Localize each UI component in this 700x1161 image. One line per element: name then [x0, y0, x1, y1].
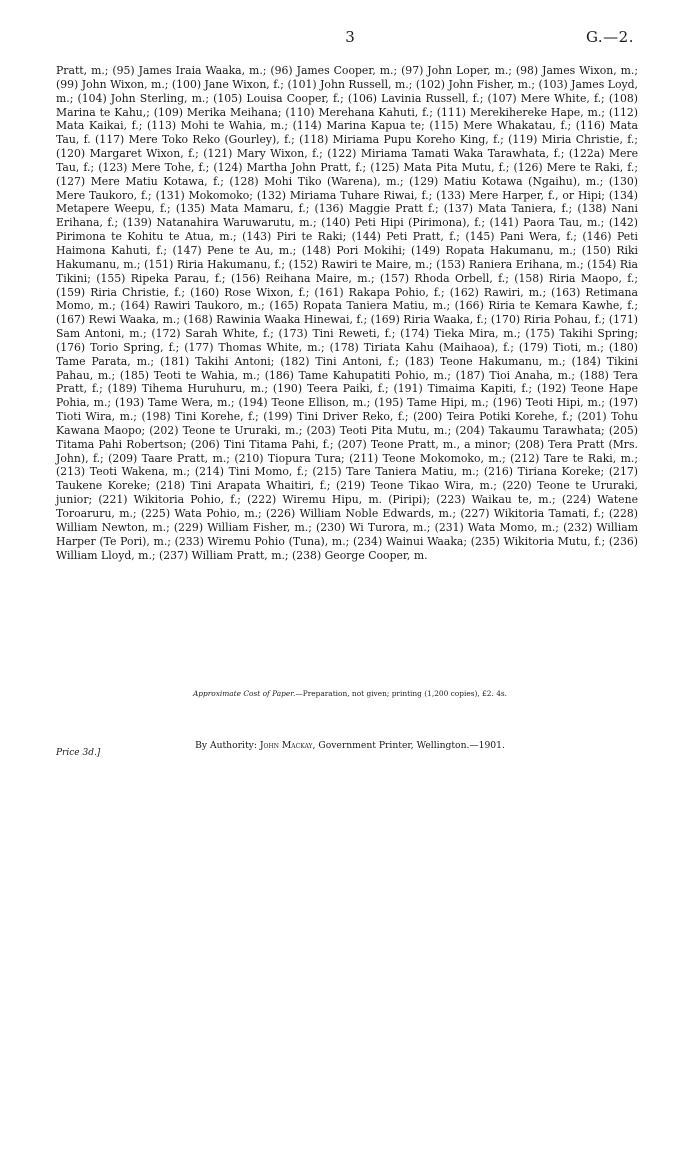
authority-prefix: By Authority: [195, 740, 257, 751]
authority-line [0, 740, 700, 751]
cost-note-detail: —Preparation, not given; printing (1,200 copies), £2. 4s. [295, 689, 508, 698]
name-list-paragraph [56, 64, 638, 562]
price-label: Price 3d.] [56, 748, 101, 758]
cost-note-lead: Approximate Cost of Paper. [192, 689, 296, 698]
authority-suffix: , Government Printer, Wellington.—1901. [312, 740, 505, 751]
page-number: 3 [345, 28, 355, 46]
name-list-text: Pratt, m.; (95) James Iraia Waaka, m.; (96) James Cooper, m.; (97) John Loper, m.; (98) James Wixon, m.; (99) John Wixon, m.; (100) Jane Wixon, f.; (101) John Russell, m.; (102) John Fisher, m.; (103) James Loyd, m.; (104) John Sterling, m.; (105) Louisa Cooper, f.; (106) Lavinia Russell, f.; (107) Mere White, f.; (108) Marina te Kahu,; (109) Merika Meihana; (110) Merehana Kahuti, f.; (111) Merekihereke Hape, m.; (112) Mata Kaikai, f.; (113) Mohi te Wahia, m.; (114) Marina Kapua te; (115) Mere Whakatau, f.; (116) Mata Tau, f. (117) Mere Toko Reko (Gourley), f.; (118) Miriama Pupu Koreho King, f.; (119) Miria Christie, f.; (120) Margaret Wixon, f.; (121) Mary Wixon, f.; (122) Miriama Tamati Waka Tarawhata, f.; (122a) Mere Tau, f.; (123) Mere Tohe, f.; (124) Martha John Pratt, f.; (125) Mata Pita Mutu, f.; (126) Mere te Raki, f.; (127) Mere Matiu Kotawa, f.; (128) Mohi Tiko (Warena), m.; (129) Matiu Kotawa (Ngaihu), m.; (130) Mere Taukoro, f.; (131) Mokomoko; (132) Miriama Tuhare Riwai, f.; (133) Mere Harper, f., or Hipi; (134) Metapere Weepu, f.; (135) Mata Mamaru, f.; (136) Maggie Pratt f.; (137) Mata Taniera, f.; (138) Nani Erihana, f.; (139) Natanahira Waruwarutu, m.; (140) Peti Hipi (Pirimona), f.; (141) Paora Tau, m.; (142) Pirimona te Kohitu te Atua, m.; (143) Piri te Raki; (144) Peti Pratt, f.; (145) Pani Wera, f.; (146) Peti Haimona Kahuti, f.; (147) Pene te Au, m.; (148) Pori Mokihi; (149) Ropata Hakumanu, m.; (150) Riki Hakumanu, m.; (151) Riria Hakumanu, f.; (152) Rawiri te Maire, m.; (153) Raniera Erihana, m.; (154) Ria Tikini; (155) Ripeka Parau, f.; (156) Reihana Maire, m.; (157) Rhoda Orbell, f.; (158) Riria Maopo, f.; (159) Riria Christie, f.; (160) Rose Wixon, f.; (161) Rakapa Pohio, f.; (162) Rawiri, m.; (163) Retimana Momo, m.; (164) Rawiri Taukoro, m.; (165) Ropata Taniera Matiu, m.; (166) Riria te Kemara Kawhe, f.; (167) Rewi Waaka, m.; (168) Rawinia Waaka Hinewai, f.; (169) Riria Waaka, f.; (170) Riria Pohau, f.; (171) Sam Antoni, m.; (172) Sarah White, f.; (173) Tini Reweti, f.; (174) Tieka Mira, m.; (175) Takihi Spring; (176) Torio Spring, f.; (177) Thomas White, m.; (178) Tiriata Kahu (Maihaoa), f.; (179) Tioti, m.; (180) Tame Parata, m.; (181) Takihi Antoni; (182) Tini Antoni, f.; (183) Teone Hakumanu, m.; (184) Tikini Pahau, m.; (185) Teoti te Wahia, m.; (186) Tame Kahupatiti Pohio, m.; (187) Tioi Anaha, m.; (188) Tera Pratt, f.; (189) Tihema Huruhuru, m.; (190) Teera Paiki, f.; (191) Timaima Kapiti, f.; (192) Teone Hape Pohia, m.; (193) Tame Wera, m.; (194) Teone Ellison, m.; (195) Tame Hipi, m.; (196) Teoti Hipi, m.; (197) Tioti Wira, m.; (198) Tini Korehe, f.; (199) Tini Driver Reko, f.; (200) Teira Potiki Korehe, f.; (201) Tohu Kawana Maopo; (202) Teone te Ururaki, m.; (203) Teoti Pita Mutu, m.; (204) Takaumu Tarawhata; (205) Titama Pahi Robertson; (206) Tini Titama Pahi, f.; (207) Teone Pratt, m., a minor; (208) Tera Pratt (Mrs. John), f.; (209) Taare Pratt, m.; (210) Tiopura Tura; (211) Teone Mokomoko, m.; (212) Tare te Raki, m.; (213) Teoti Wakena, m.; (214) Tini Momo, f.; (215) Tare Taniera Matiu, m.; (216) Tiriana Koreke; (217) Taukene Koreke; (218) Tini Arapata Whaitiri, f.; (219) Teone Tikao Wira, m.; (220) Teone te Ururaki, junior; (221) Wikitoria Pohio, f.; (222) Wiremu Hipu, m. (Piripi); (223) Waikau te, m.; (224) Watene Toroaruru, m.; (225) Wata Pohio, m.; (226) William Noble Edwards, m.; (227) Wikitoria Tamati, f.; (228) William Newton, m.; (229) William Fisher, m.; (230) Wi Turora, m.; (231) Wata Momo, m.; (232) William Harper (Te Pori), m.; (233) Wiremu Pohio (Tuna), m.; (234) Wainui Waaka; (235) Wikitoria Mutu, f.; (236) William Lloyd, m.; (237) William Pratt, m.; (238) George Cooper, m. [56, 64, 638, 562]
printer-name: John Mackay [259, 740, 313, 751]
paper-reference: G.—2. [585, 28, 634, 46]
cost-note [0, 689, 700, 698]
